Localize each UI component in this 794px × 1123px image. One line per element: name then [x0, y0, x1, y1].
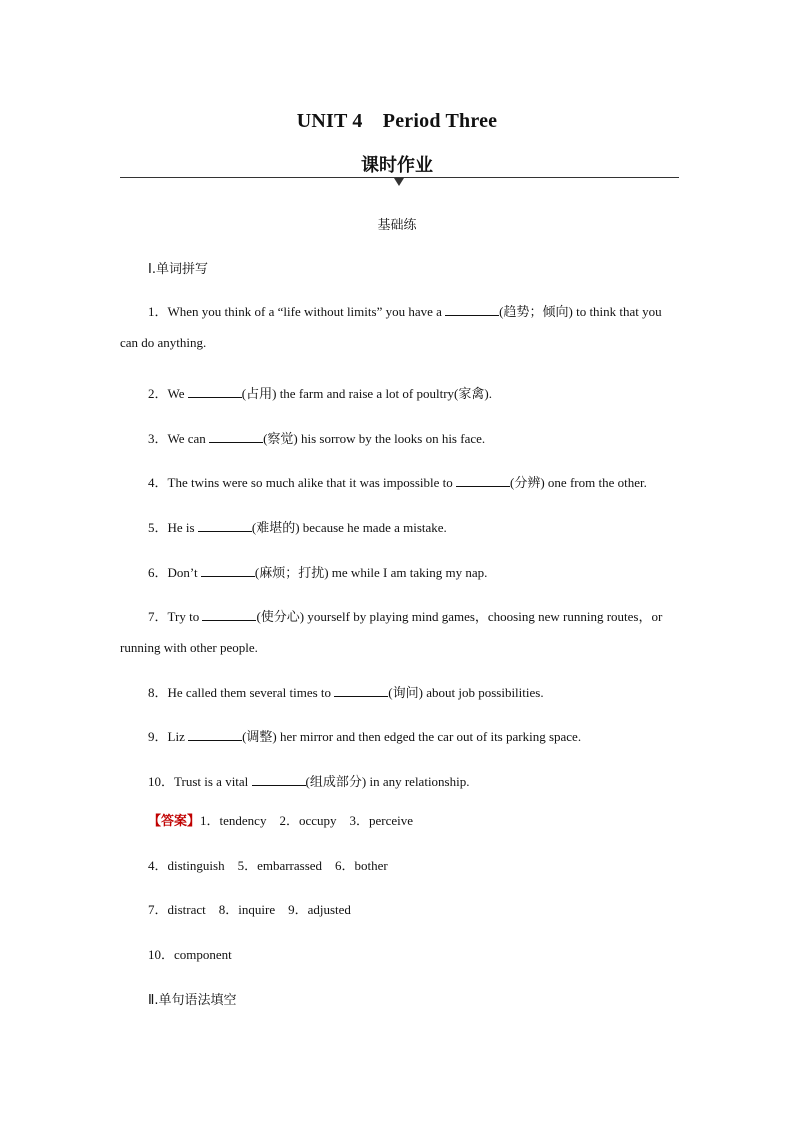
question-text-after: her mirror and then edged the car out of its parking space. [276, 729, 582, 744]
question-item [120, 423, 680, 454]
question-body [120, 685, 544, 700]
question-body [120, 609, 662, 655]
part-1-title: Ⅰ.单词拼写 [148, 262, 208, 277]
question-text-before: Trust is a vital [174, 774, 252, 789]
question-text-after: in any relationship. [366, 774, 470, 789]
question-number: 2． [148, 386, 168, 401]
question-hint: (占用) [241, 386, 277, 401]
question-hint: (询问) [388, 685, 423, 700]
question-number: 6． [148, 565, 168, 580]
question-item [120, 512, 680, 543]
question-body [120, 565, 487, 580]
answer-blank[interactable] [252, 773, 306, 786]
answer-blank[interactable] [198, 519, 252, 532]
question-hint: (察觉) [263, 431, 298, 446]
question-item [120, 677, 680, 708]
section-heading: 基础练 [377, 218, 417, 233]
question-text-before: When you think of a “life without limits” you have a [167, 304, 446, 319]
question-text-before: Liz [167, 729, 189, 744]
answer-line-3: 7．distract 8．inquire 9．adjusted [148, 902, 351, 917]
question-text-after: about job possibilities. [422, 685, 544, 700]
question-text-after: yourself by playing mind games，choosing new running routes，or running with other people. [120, 609, 663, 655]
question-text-before: Don’t [167, 565, 201, 580]
question-number: 9． [148, 729, 168, 744]
question-number: 7． [148, 609, 168, 624]
question-text-before: Try to [167, 609, 203, 624]
question-number: 3． [148, 431, 168, 446]
question-number: 1． [148, 304, 168, 319]
question-item [120, 766, 680, 797]
triangle-marker-icon [394, 178, 404, 186]
question-text-after: the farm and raise a lot of poultry(家禽). [276, 386, 492, 401]
question-hint: (分辨) [510, 475, 545, 490]
question-hint: (组成部分) [305, 774, 367, 789]
question-text-after: because he made a mistake. [299, 520, 447, 535]
question-item [120, 557, 680, 588]
question-item [120, 378, 680, 409]
question-body [120, 386, 492, 401]
answer-blank[interactable] [334, 684, 388, 697]
question-hint: (难堪的) [251, 520, 300, 535]
answer-text: 1．tendency 2．occupy 3．perceive [200, 813, 413, 828]
answer-line-2: 4．distinguish 5．embarrassed 6．bother [148, 858, 388, 873]
answer-line-4: 10．component [148, 947, 232, 962]
page-title: UNIT 4 Period Three [296, 110, 498, 132]
answer-blank[interactable] [209, 430, 263, 443]
question-item [120, 296, 680, 358]
question-number: 5． [148, 520, 168, 535]
question-item [120, 601, 680, 663]
question-body [120, 431, 485, 446]
question-text-after: to think that you can do anything. [120, 304, 662, 350]
question-body [120, 774, 469, 789]
question-hint: (麻烦；打扰) [254, 565, 329, 580]
question-item [120, 721, 680, 752]
question-text-before: The twins were so much alike that it was impossible to [167, 475, 456, 490]
question-body [120, 304, 662, 350]
answer-label: 【答案】 [148, 814, 201, 829]
question-hint: (使分心) [256, 609, 305, 624]
question-text-before: We can [167, 431, 210, 446]
question-text-after: one from the other. [544, 475, 647, 490]
question-body [120, 520, 447, 535]
question-hint: (调整) [242, 729, 277, 744]
question-hint: (趋势；倾向) [499, 304, 573, 319]
question-number: 4． [148, 475, 168, 490]
part-2-title: Ⅱ.单句语法填空 [148, 993, 237, 1008]
answer-line-1 [148, 810, 413, 829]
question-body [120, 729, 581, 744]
answer-blank[interactable] [188, 385, 242, 398]
question-text-before: We [167, 386, 188, 401]
question-number: 8． [148, 685, 168, 700]
answer-blank[interactable] [201, 564, 255, 577]
answer-blank[interactable] [188, 728, 242, 741]
question-number: 10． [148, 774, 175, 789]
question-item [120, 467, 680, 498]
question-text-after: his sorrow by the looks on his face. [297, 431, 486, 446]
question-text-after: me while I am taking my nap. [328, 565, 488, 580]
question-text-before: He is [167, 520, 198, 535]
question-body [120, 475, 647, 490]
answer-blank[interactable] [202, 608, 256, 621]
question-text-before: He called them several times to [167, 685, 335, 700]
answer-blank[interactable] [445, 303, 499, 316]
page-subtitle: 课时作业 [361, 155, 433, 176]
answer-blank[interactable] [456, 474, 510, 487]
